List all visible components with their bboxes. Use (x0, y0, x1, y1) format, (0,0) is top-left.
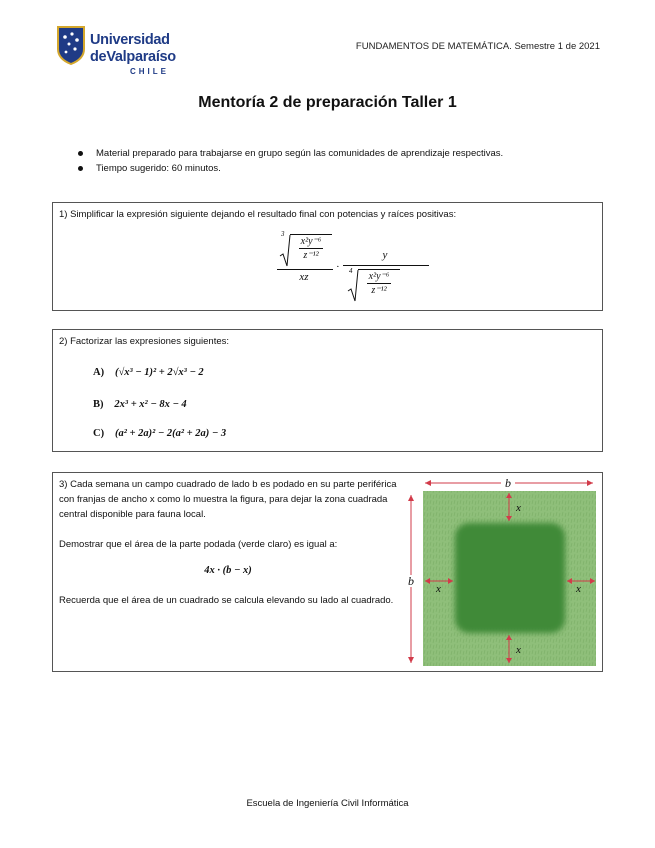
bullet-item: Material preparado para trabajarse en grupo según las comunidades de aprendizaje respectivas. (76, 146, 503, 161)
course-header: FUNDAMENTOS DE MATEMÁTICA. Semestre 1 de 2021 (355, 41, 600, 52)
dot-operator: · (336, 261, 340, 273)
inner-numerator: x²y⁻⁶ (368, 271, 390, 282)
right-numerator: y (382, 249, 388, 261)
radical-icon (347, 269, 359, 303)
factor-item-a (93, 366, 204, 378)
logo-line-2: deValparaíso (90, 49, 176, 65)
problem-1-statement: 1) Simplificar la expresión siguiente dejando el resultado final con potencias y raíces positivas: (59, 209, 457, 220)
outer-denominator: xz (299, 271, 309, 283)
item-label: B) (93, 399, 104, 410)
bullet-item: Tiempo sugerido: 60 minutos. (76, 161, 503, 176)
page-title: Mentoría 2 de preparación Taller 1 (198, 94, 457, 111)
inner-numerator: x²y⁻⁶ (300, 236, 322, 247)
label-x-left: x (436, 583, 441, 595)
problem-1-formula (275, 231, 435, 307)
logo-line-3: CHILE (130, 67, 169, 76)
area-formula: 4x · (b − x) (204, 565, 252, 576)
shield-icon (56, 25, 86, 65)
problem-2-box (52, 329, 603, 452)
item-expression: (a² + 2a)² − 2(a² + 2a) − 3 (115, 428, 227, 439)
label-x-top: x (516, 502, 521, 514)
item-expression: 2x³ + x² − 8x − 4 (114, 399, 187, 410)
factor-item-b (93, 398, 187, 410)
problem-1-box (52, 202, 603, 311)
problem-3-box (52, 472, 603, 672)
label-b-top: b (505, 476, 511, 490)
problem-3-paragraph-3: Recuerda que el área de un cuadrado se calcula elevando su lado al cuadrado. (59, 595, 394, 606)
footer: Escuela de Ingeniería Civil Informática (246, 798, 409, 809)
grass-field-figure (405, 475, 601, 669)
factor-item-c (93, 427, 226, 439)
label-x-bottom: x (516, 644, 521, 656)
item-expression: (√x³ − 1)² + 2√x³ − 2 (115, 367, 204, 378)
item-label: C) (93, 428, 105, 439)
inner-denominator: z⁻¹² (371, 285, 387, 296)
inner-denominator: z⁻¹² (303, 250, 319, 261)
root-index: 4 (349, 267, 353, 275)
field-center (455, 523, 565, 633)
problem-3-paragraph-2: Demostrar que el área de la parte podada (verde claro) es igual a: (59, 539, 338, 550)
label-b-left: b (408, 574, 414, 588)
radical-icon (279, 234, 291, 268)
bullet-list (76, 146, 503, 176)
problem-3-paragraph-1: 3) Cada semana un campo cuadrado de lado b es podado en su parte periférica con franjas de ancho x como lo muestra la figura, para dejar la zona cuadrada central disponible para fauna local. (59, 479, 397, 520)
logo-line-1: Universidad (90, 32, 170, 48)
item-label: A) (93, 367, 105, 378)
root-index: 3 (281, 230, 285, 238)
label-x-right: x (576, 583, 581, 595)
university-logo (56, 22, 176, 78)
problem-2-statement: 2) Factorizar las expresiones siguientes: (59, 336, 230, 347)
